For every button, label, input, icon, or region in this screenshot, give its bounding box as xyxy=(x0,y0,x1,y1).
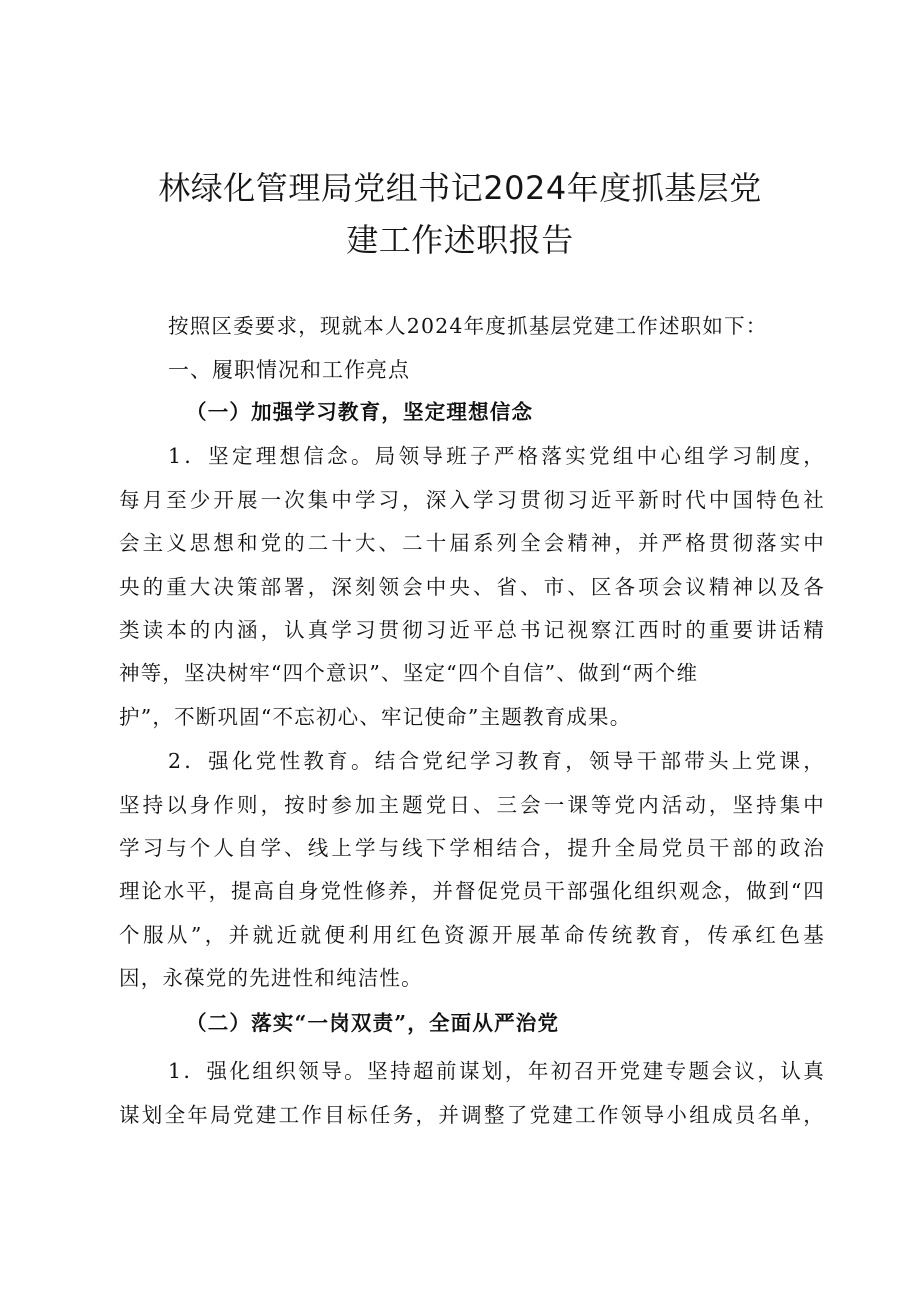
paragraph-line: 坚持以身作则，按时参加主题党日、三会一课等党内活动，坚持集中 xyxy=(119,793,825,817)
paragraph-line: 1．强化组织领导。坚持超前谋划，年初召开党建专题会议，认真 xyxy=(168,1059,825,1083)
paragraph-line: 会主义思想和党的二十大、二十届系列全会精神，并严格贯彻落实中 xyxy=(119,531,825,555)
paragraph-line: 理论水平，提高自身党性修养，并督促党员干部强化组织观念，做到“四 xyxy=(119,879,825,903)
paragraph-line: 类读本的内涵，认真学习贯彻习近平总书记视察江西时的重要讲话精 xyxy=(119,618,825,642)
subsection-heading-1: （一）加强学习教育，坚定理想信念 xyxy=(186,400,534,424)
document-title-line-2: 建工作述职报告 xyxy=(346,221,574,259)
document-title-line-1: 林绿化管理局党组书记2024年度抓基层党 xyxy=(158,169,762,207)
subsection-heading-2: （二）落实“一岗双责”，全面从严治党 xyxy=(186,1011,560,1035)
paragraph-line: 学习与个人自学、线上学与线下学相结合，提升全局党员干部的政治 xyxy=(119,836,825,860)
paragraph-line: 护”，不断巩固“不忘初心、牢记使命”主题教育成果。 xyxy=(119,705,632,729)
paragraph-line: 神等，坚决树牢“四个意识”、坚定“四个自信”、做到“两个维 xyxy=(119,661,699,685)
paragraph-line: 因，永葆党的先进性和纯洁性。 xyxy=(119,966,423,990)
paragraph-line: 谋划全年局党建工作目标任务，并调整了党建工作领导小组成员名单， xyxy=(119,1103,825,1127)
paragraph-line: 1．坚定理想信念。局领导班子严格落实党组中心组学习制度， xyxy=(168,444,825,468)
paragraph-line: 个服从”，并就近就便利用红色资源开展革命传统教育，传承红色基 xyxy=(119,923,825,947)
paragraph-line: 每月至少开展一次集中学习，深入学习贯彻习近平新时代中国特色社 xyxy=(119,488,825,512)
intro-paragraph: 按照区委要求，现就本人2024年度抓基层党建工作述职如下： xyxy=(168,314,768,338)
paragraph-line: 央的重大决策部署，深刻领会中央、省、市、区各项会议精神以及各 xyxy=(119,575,825,599)
section-heading-1: 一、履职情况和工作亮点 xyxy=(168,358,410,382)
paragraph-line: 2．强化党性教育。结合党纪学习教育，领导干部带头上党课， xyxy=(168,749,825,773)
